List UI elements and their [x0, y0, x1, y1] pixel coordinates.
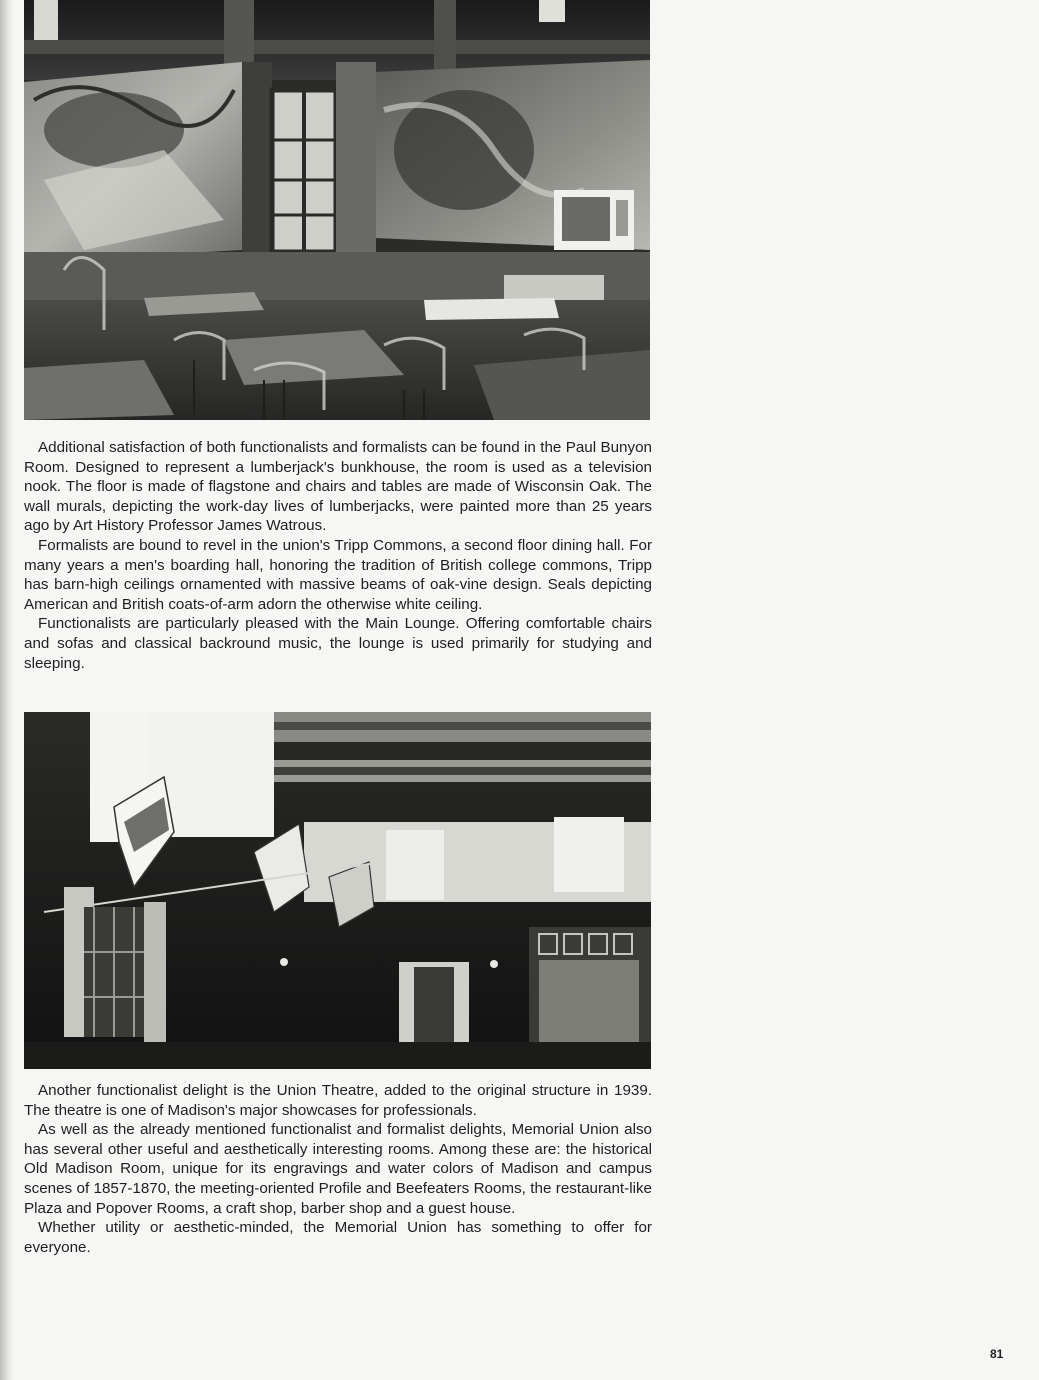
paragraph-paul-bunyon-room: Additional satisfaction of both functionalists and formalists can be found in the Paul Bunyon Room. Designed to represent a lumberjack's bunkhouse, the room is used as a television nook. The floor is made of flagstone and chairs and tables are made of Wisconsin Oak. The wall murals, depicting the work-day lives of lumberjacks, were painted more than 25 years ago by Art History Professor James Watrous.	[24, 439, 652, 535]
paragraph-other-rooms: As well as the already mentioned functionalist and formalist delights, Memorial Union also has several other useful and aesthetically interesting rooms. Among these are: the historical Old Madison Room, unique for its engravings and water colors of Madison and campus scenes of 1857-1870, the meeting-oriented Profile and Beefeaters Rooms, the restaurant-like Plaza and Popover Rooms, a craft shop, barber shop and a guest house.	[24, 1121, 652, 1217]
paragraph-tripp-commons: Formalists are bound to revel in the union's Tripp Commons, a second floor dining hall. For many years a men's boarding hall, honoring the tradition of British college commons, Tripp has barn-high ceilings ornamented with massive beams of oak-vine design. Seals depicting American and British coats-of-arm adorn the otherwise white ceiling.	[24, 536, 652, 613]
photo-tripp-commons	[24, 712, 651, 1069]
paragraph-union-theatre: Another functionalist delight is the Union Theatre, added to the original structure in 1939. The theatre is one of Madison's major showcases for professionals.	[24, 1082, 652, 1119]
article-text-lower	[24, 1081, 652, 1257]
paragraph-closing: Whether utility or aesthetic-minded, the Memorial Union has something to offer for everyone.	[24, 1219, 652, 1256]
photo-tripp-commons-image	[24, 712, 651, 1069]
page-number: 81	[990, 1347, 1004, 1361]
page-gutter-shadow	[0, 0, 14, 1380]
photo-paul-bunyon-room	[24, 0, 650, 420]
photo-paul-bunyon-room-image	[24, 0, 650, 420]
paragraph-main-lounge: Functionalists are particularly pleased with the Main Lounge. Offering comfortable chairs and sofas and classical backround music, the lounge is used primarily for studying and sleeping.	[24, 615, 652, 672]
article-text-upper	[24, 438, 652, 673]
